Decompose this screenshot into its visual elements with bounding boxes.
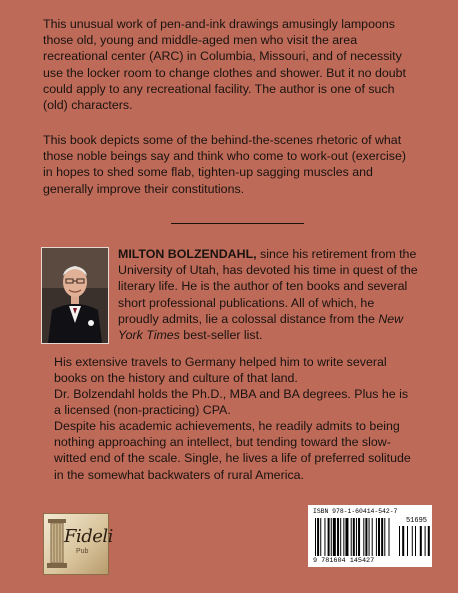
- barcode-addon-bar: [402, 526, 404, 556]
- barcode-bar: [381, 518, 383, 556]
- barcode-bar: [351, 518, 352, 556]
- barcode-addon-bar: [399, 526, 400, 556]
- author-bio-intro: [118, 246, 418, 343]
- isbn-text: ISBN 978-1-60414-542-7: [313, 508, 398, 515]
- barcode-bar: [320, 518, 321, 556]
- barcode-bar: [317, 518, 319, 556]
- barcode-addon-bar: [415, 526, 416, 556]
- author-portrait-icon: [42, 248, 108, 343]
- barcode-bar: [333, 518, 336, 556]
- barcode-bar: [337, 518, 339, 556]
- price-code-text: 51695: [405, 517, 427, 525]
- barcode-addon-bar: [407, 526, 408, 556]
- barcode-bar: [378, 518, 380, 556]
- ean-digits-text: 9 781604 145427: [313, 557, 375, 565]
- barcode-bar: [315, 518, 316, 556]
- barcode-bar: [340, 518, 341, 556]
- author-photo: [41, 247, 109, 344]
- barcode-bar: [353, 518, 355, 556]
- barcode-bar: [345, 518, 348, 556]
- barcode-bar: [369, 518, 370, 556]
- bio-paragraph-2: His extensive travels to Germany helped him to write several books on the history and culture of that land.: [54, 355, 387, 386]
- barcode-bar: [324, 518, 325, 556]
- bio-paragraph-4: Despite his academic achievements, he readily admits to being nothing approaching an intellect, but tending toward the slow-witted end of the scale. Single, he lives a life of preferred solitude in the somewhat backwaters of rural America.: [54, 419, 411, 482]
- barcode-addon-bar: [428, 526, 430, 556]
- barcode-addon-bar: [425, 526, 426, 556]
- barcode-addon-bar: [412, 526, 413, 556]
- publisher-logo-sub: Pub: [76, 548, 89, 555]
- barcode-bar: [389, 518, 390, 556]
- barcode-bar: [328, 518, 330, 556]
- barcode-bar: [343, 518, 344, 556]
- publisher-logo: [43, 513, 113, 575]
- author-name: MILTON BOLZENDAHL,: [118, 247, 257, 261]
- publisher-logo-text: Fideli: [64, 526, 113, 547]
- bio-paragraph-3: Dr. Bolzendahl holds the Ph.D., MBA and BA degrees. Plus he is a licensed (non-practicing) CPA.: [54, 387, 409, 418]
- section-divider: [171, 223, 304, 224]
- intro-paragraph-1: This unusual work of pen-and-ink drawings amusingly lampoons those old, young and middle-aged men who visit the area recreational center (ARC) in Columbia, Missouri, and of necessity use the locker room to change clothes and shower. But it no doubt could apply to any recreational facility. The author is one of such (old) characters.: [43, 17, 406, 113]
- barcode-bar: [356, 518, 357, 556]
- barcode-bar: [331, 518, 332, 556]
- barcode-addon-bar: [420, 526, 422, 556]
- barcode-bar: [384, 518, 385, 556]
- barcode-bar: [376, 518, 377, 556]
- newspaper-title: New York Times: [118, 311, 404, 343]
- isbn-barcode: [308, 505, 432, 567]
- bio-text-2: best-seller list.: [179, 328, 263, 343]
- barcode-bar: [363, 518, 364, 556]
- bio-text-1: since his retirement from the University of Utah, has devoted his time in quest of the literary life. He is the author of ten books and several short professional publications. All of which, he proudly admits, lie a colossal distance from the: [118, 247, 418, 326]
- intro-paragraph-2: This book depicts some of the behind-the-scenes rhetoric of what those noble beings say and think who come to work-out (exercise) in hopes to shed some flab, tighten-up sagging muscles and generally improve their constitutions.: [43, 133, 406, 196]
- barcode-bar: [372, 518, 373, 556]
- barcode-bar: [358, 518, 360, 556]
- barcode-bar: [365, 518, 367, 556]
